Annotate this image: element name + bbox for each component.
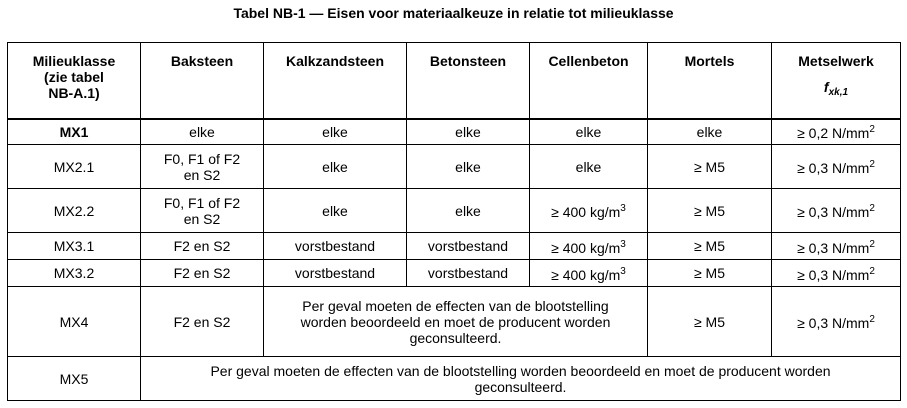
cell-kalkzandsteen: elke (264, 119, 407, 145)
metselwerk-exponent: 2 (869, 203, 875, 214)
cell-kalkzandsteen: vorstbestand (264, 233, 407, 260)
header-milieuklasse-line: (zie tabel (44, 69, 104, 85)
metselwerk-symbol-f: f (823, 79, 829, 95)
header-metselwerk (772, 43, 901, 119)
cell-metselwerk (772, 189, 901, 233)
metselwerk-exponent: 2 (869, 124, 875, 136)
header-mortels: Mortels (648, 43, 772, 119)
cell-cellenbeton (530, 189, 648, 233)
cell-mortels: ≥ M5 (648, 145, 772, 189)
cell-milieuklasse: MX2.2 (8, 189, 141, 233)
metselwerk-value: ≥ 0,3 N/mm (797, 160, 870, 176)
metselwerk-value: ≥ 0,3 N/mm (797, 315, 870, 331)
metselwerk-value: ≥ 0,3 N/mm (797, 239, 870, 256)
baksteen-line: en S2 (183, 166, 221, 183)
cell-baksteen (141, 189, 264, 233)
cell-mortels: ≥ M5 (648, 287, 772, 357)
cell-baksteen: F2 en S2 (141, 287, 264, 357)
metselwerk-value: ≥ 0,3 N/mm (797, 204, 870, 220)
cell-cellenbeton (530, 260, 648, 287)
cell-betonsteen: vorstbestand (407, 233, 530, 260)
table-row (8, 145, 901, 189)
cell-baksteen: F2 en S2 (141, 260, 264, 287)
cell-baksteen: elke (141, 119, 264, 145)
table-row (8, 119, 901, 145)
note-line: worden beoordeeld en moet de producent worden (300, 313, 611, 330)
note-line: geconsulteerd. (474, 378, 567, 395)
requirements-table (7, 42, 901, 401)
header-milieuklasse (8, 43, 141, 119)
table-row (8, 189, 901, 233)
cellenbeton-value: ≥ 400 kg/m (551, 266, 621, 283)
table-row (8, 357, 901, 401)
note-line: Per geval moeten de effecten van de blootstelling (302, 297, 609, 314)
cell-milieuklasse: MX1 (8, 119, 141, 145)
cell-betonsteen: vorstbestand (407, 260, 530, 287)
metselwerk-value: ≥ 0,2 N/mm (797, 125, 870, 142)
metselwerk-exponent: 2 (869, 314, 875, 325)
cellenbeton-value: ≥ 400 kg/m (551, 204, 621, 220)
table-row (8, 260, 901, 287)
metselwerk-exponent: 2 (869, 159, 875, 170)
cell-betonsteen: elke (407, 189, 530, 233)
note-line: geconsulteerd. (409, 329, 502, 346)
cellenbeton-exponent: 3 (620, 265, 626, 277)
cell-mortels: ≥ M5 (648, 260, 772, 287)
cellenbeton-exponent: 3 (620, 238, 626, 250)
table-row (8, 287, 901, 357)
cellenbeton-exponent: 3 (620, 203, 626, 214)
cell-metselwerk (772, 119, 901, 145)
cell-cellenbeton (530, 233, 648, 260)
cell-betonsteen: elke (407, 119, 530, 145)
metselwerk-symbol-subscript: xk,1 (828, 87, 849, 98)
table-title: Tabel NB-1 — Eisen voor materiaalkeuze in relatie tot milieuklasse (233, 5, 674, 21)
cell-betonsteen: elke (407, 145, 530, 189)
cell-metselwerk (772, 287, 901, 357)
cell-note (264, 287, 648, 357)
cell-note (141, 357, 901, 401)
cell-cellenbeton: elke (530, 119, 648, 145)
header-milieuklasse-line: NB-A.1) (48, 85, 100, 101)
header-kalkzandsteen: Kalkzandsteen (264, 43, 407, 119)
cell-metselwerk (772, 260, 901, 287)
header-row (8, 43, 901, 119)
header-cellenbeton: Cellenbeton (530, 43, 648, 119)
metselwerk-exponent: 2 (869, 238, 875, 250)
cell-milieuklasse: MX3.1 (8, 233, 141, 260)
header-metselwerk-label: Metselwerk (798, 53, 874, 69)
header-baksteen: Baksteen (141, 43, 264, 119)
note-line: Per geval moeten de effecten van de blootstelling worden beoordeeld en moet de producent worden (210, 362, 831, 379)
cell-milieuklasse: MX4 (8, 287, 141, 357)
cell-milieuklasse: MX5 (8, 357, 141, 401)
baksteen-line: F0, F1 of F2 (163, 150, 241, 167)
cell-mortels: ≥ M5 (648, 189, 772, 233)
header-betonsteen: Betonsteen (407, 43, 530, 119)
cell-kalkzandsteen: vorstbestand (264, 260, 407, 287)
metselwerk-exponent: 2 (869, 265, 875, 277)
cell-cellenbeton: elke (530, 145, 648, 189)
cell-mortels: ≥ M5 (648, 233, 772, 260)
cell-mortels: elke (648, 119, 772, 145)
metselwerk-symbol (775, 79, 897, 101)
cell-baksteen: F2 en S2 (141, 233, 264, 260)
cell-metselwerk (772, 145, 901, 189)
cell-kalkzandsteen: elke (264, 145, 407, 189)
cell-milieuklasse: MX3.2 (8, 260, 141, 287)
metselwerk-value: ≥ 0,3 N/mm (797, 266, 870, 283)
cellenbeton-value: ≥ 400 kg/m (551, 239, 621, 256)
baksteen-line: F0, F1 of F2 (163, 194, 241, 211)
cell-kalkzandsteen: elke (264, 189, 407, 233)
cell-baksteen (141, 145, 264, 189)
baksteen-line: en S2 (183, 210, 221, 227)
table-row (8, 233, 901, 260)
cell-metselwerk (772, 233, 901, 260)
header-milieuklasse-line: Milieuklasse (32, 53, 116, 69)
cell-milieuklasse: MX2.1 (8, 145, 141, 189)
